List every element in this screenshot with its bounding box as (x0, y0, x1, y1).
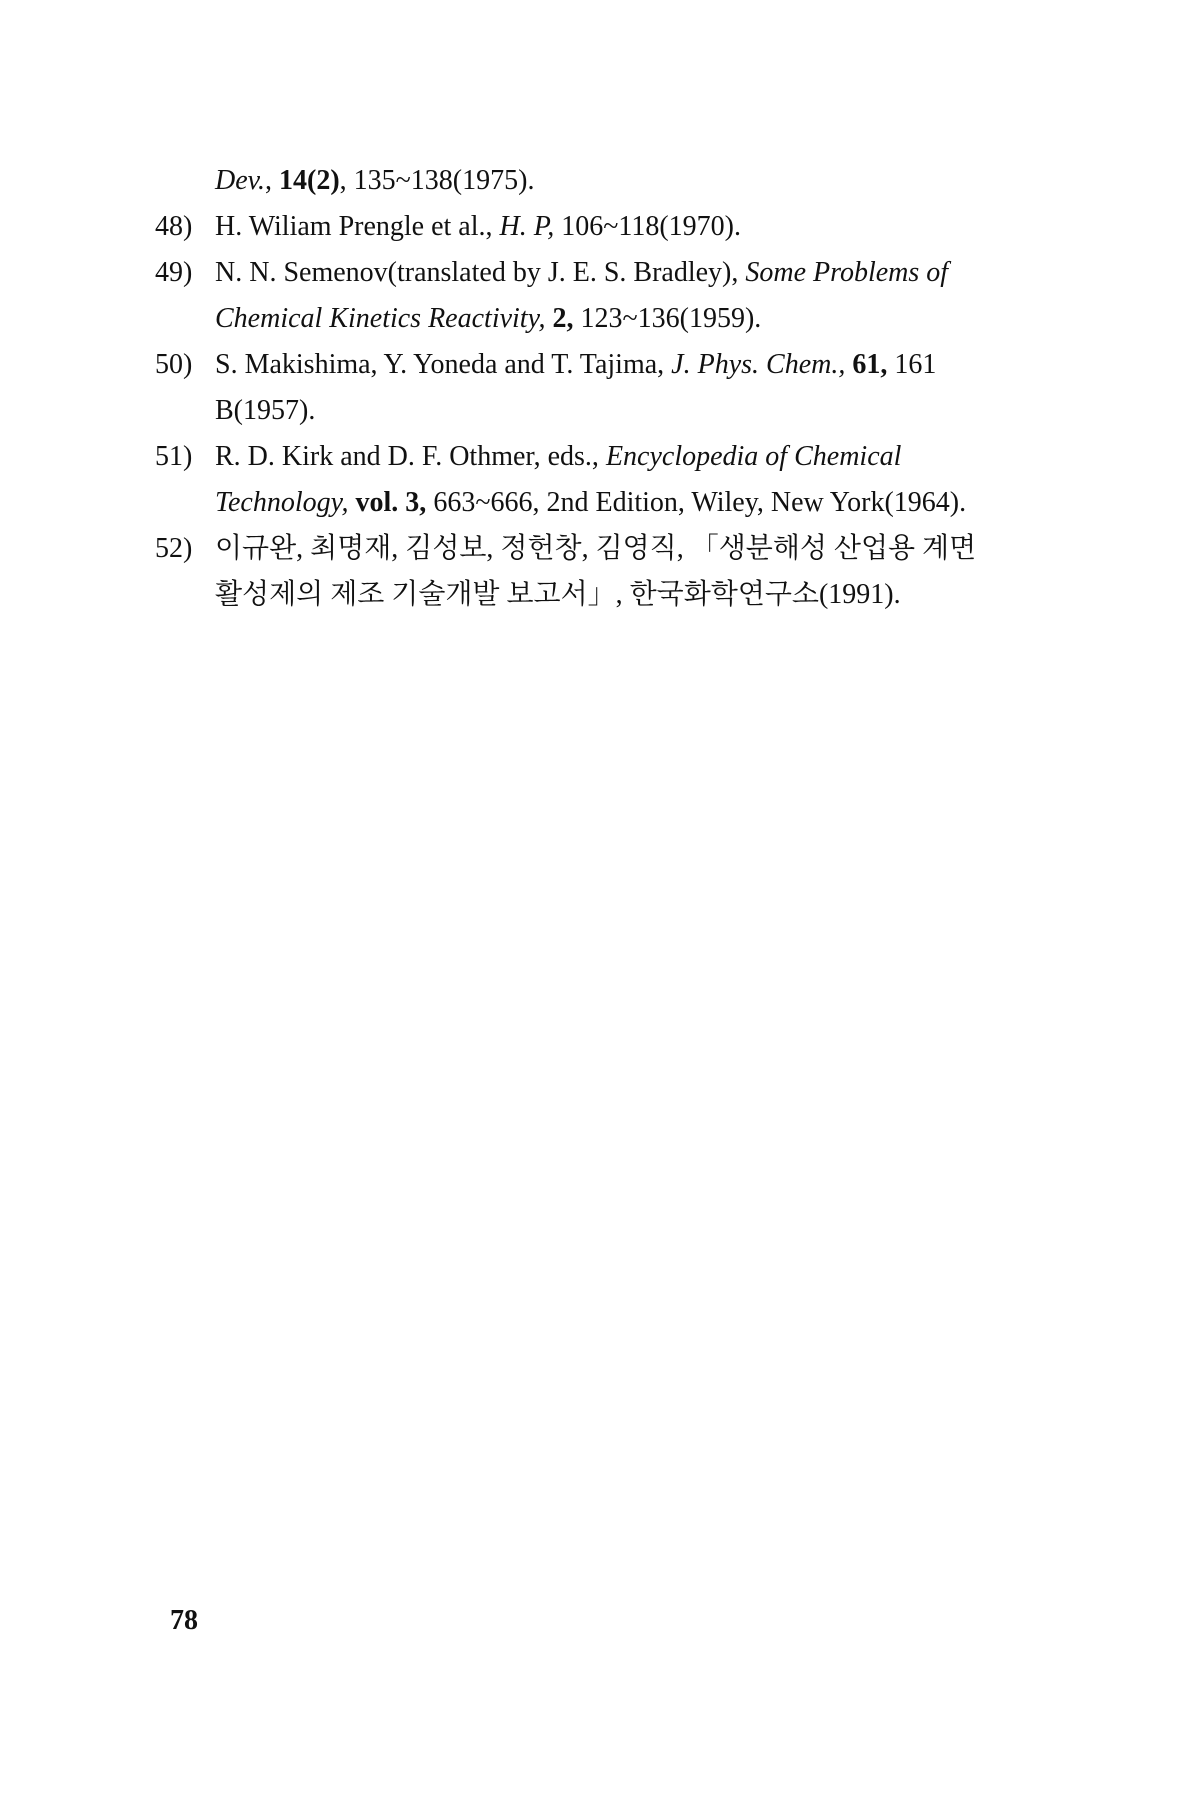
reference-49 (155, 250, 1035, 342)
reference-number: 51) (155, 441, 193, 472)
reference-52 (155, 526, 1035, 618)
reference-number: 50) (155, 349, 193, 380)
reference-50 (155, 342, 1035, 434)
reference-source: H. P, (499, 211, 555, 242)
reference-51 (155, 434, 1035, 526)
reference-number: 48) (155, 211, 193, 242)
reference-volume: 61, (852, 349, 888, 380)
reference-authors: R. D. Kirk and D. F. Othmer, eds., (215, 441, 606, 472)
reference-continuation: Dev., 14(2), 135~138(1975). (215, 165, 535, 196)
reference-korean-line1: 이규완, 최명재, 김성보, 정헌창, 김영직, 「생분해성 산업용 계면 (215, 533, 977, 564)
reference-pages: 106~118(1970). (554, 211, 741, 242)
reference-title: Some Problems of (745, 257, 949, 288)
reference-pages-continued: B(1957). (215, 395, 316, 426)
reference-list (155, 158, 1035, 618)
reference-title-continued: Technology, (215, 487, 349, 518)
reference-volume: vol. 3, (355, 487, 427, 518)
reference-pages: 663~666, 2nd Edition, Wiley, New York(1964). (426, 487, 967, 518)
reference-title-continued: Chemical Kinetics Reactivity, (215, 303, 546, 334)
reference-journal: Dev. (215, 165, 265, 196)
reference-pages: 161 (887, 349, 937, 380)
reference-number: 52) (155, 533, 193, 564)
reference-pages: , 135~138(1975). (339, 165, 535, 196)
reference-authors: H. Wiliam Prengle et al., (215, 211, 500, 242)
page-number: 78 (170, 1605, 198, 1636)
reference-source: J. Phys. Chem., (671, 349, 846, 380)
reference-authors: N. N. Semenov(translated by J. E. S. Bradley), (215, 257, 746, 288)
reference-korean-line2: 활성제의 제조 기술개발 보고서」, 한국화학연구소(1991). (215, 579, 901, 610)
reference-pages: 123~136(1959). (573, 303, 762, 334)
reference-authors: S. Makishima, Y. Yoneda and T. Tajima, (215, 349, 672, 380)
reference-48 (155, 204, 1035, 250)
reference-volume: 2, (552, 303, 574, 334)
reference-volume: 14(2) (279, 165, 340, 196)
reference-number: 49) (155, 257, 193, 288)
reference-title: Encyclopedia of Chemical (605, 441, 902, 472)
